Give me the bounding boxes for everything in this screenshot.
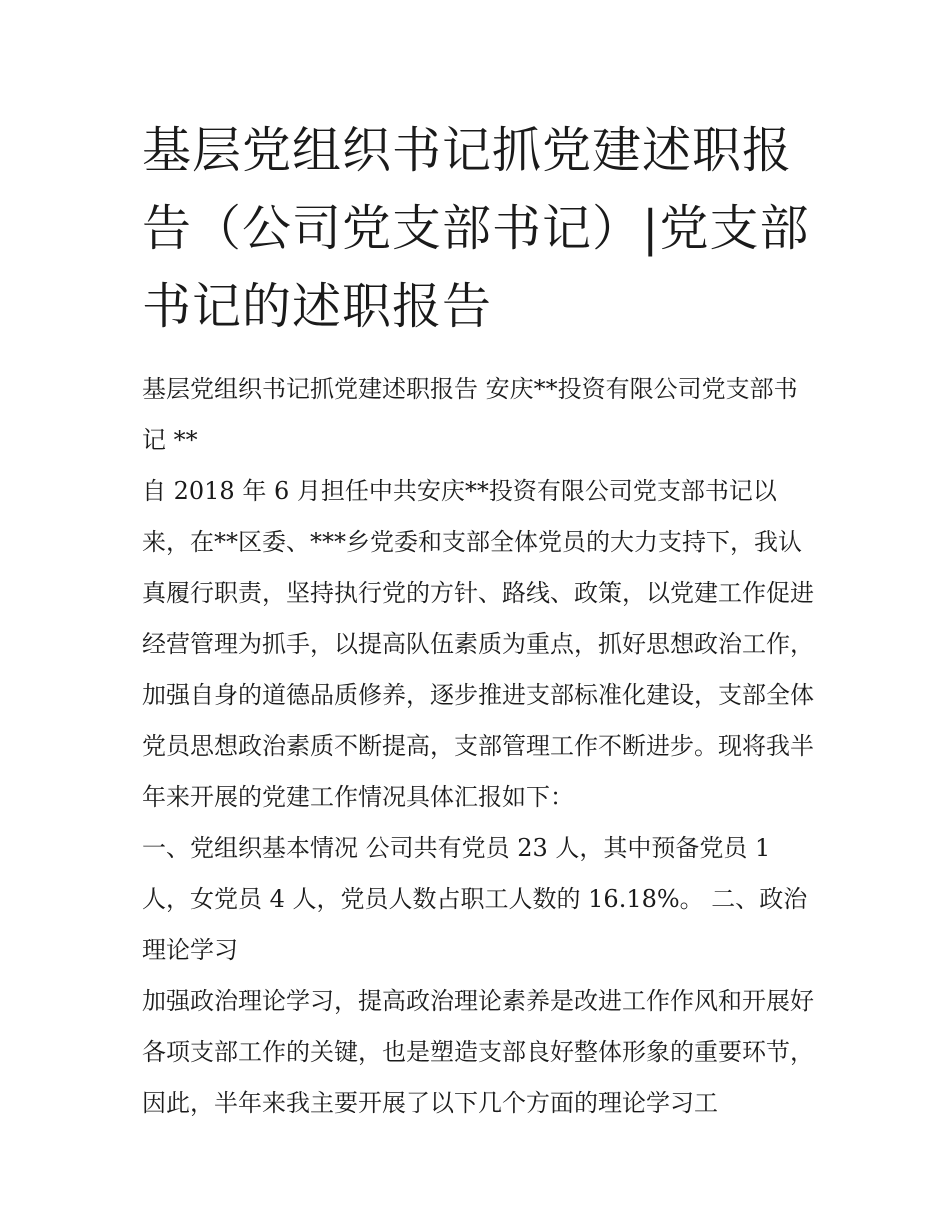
document-title: 基层党组织书记抓党建述职报告（公司党支部书记）|党支部书记的述职报告: [142, 122, 810, 335]
paragraph-basic-situation: 一、党组织基本情况 公司共有党员 23 人，其中预备党员 1 人，女党员 4 人，党员人数占职工人数的 16.18%。 二、政治理论学习: [142, 834, 808, 964]
paragraph-theory-study: 加强政治理论学习，提高政治理论素养是改进工作作风和开展好各项支部工作的关键，也是塑造支部良好整体形象的重要环节，因此，半年来我主要开展了以下几个方面的理论学习工: [142, 987, 814, 1117]
paragraph-author-line: 基层党组织书记抓党建述职报告 安庆**投资有限公司党支部书记 **: [142, 375, 798, 454]
paragraph-introduction: 自 2018 年 6 月担任中共安庆**投资有限公司党支部书记以来，在**区委、***乡党委和支部全体党员的大力支持下，我认真履行职责，坚持执行党的方针、路线、政策，以党建工作促进经营管理为抓手，以提高队伍素质为重点，抓好思想政治工作，加强自身的道德品质修养，逐步推进支部标准化建设，支部全体党员思想政治素质不断提高，支部管理工作不断进步。现将我半年来开展的党建工作情况具体汇报如下：: [142, 477, 814, 811]
document-page: [142, 112, 814, 1129]
